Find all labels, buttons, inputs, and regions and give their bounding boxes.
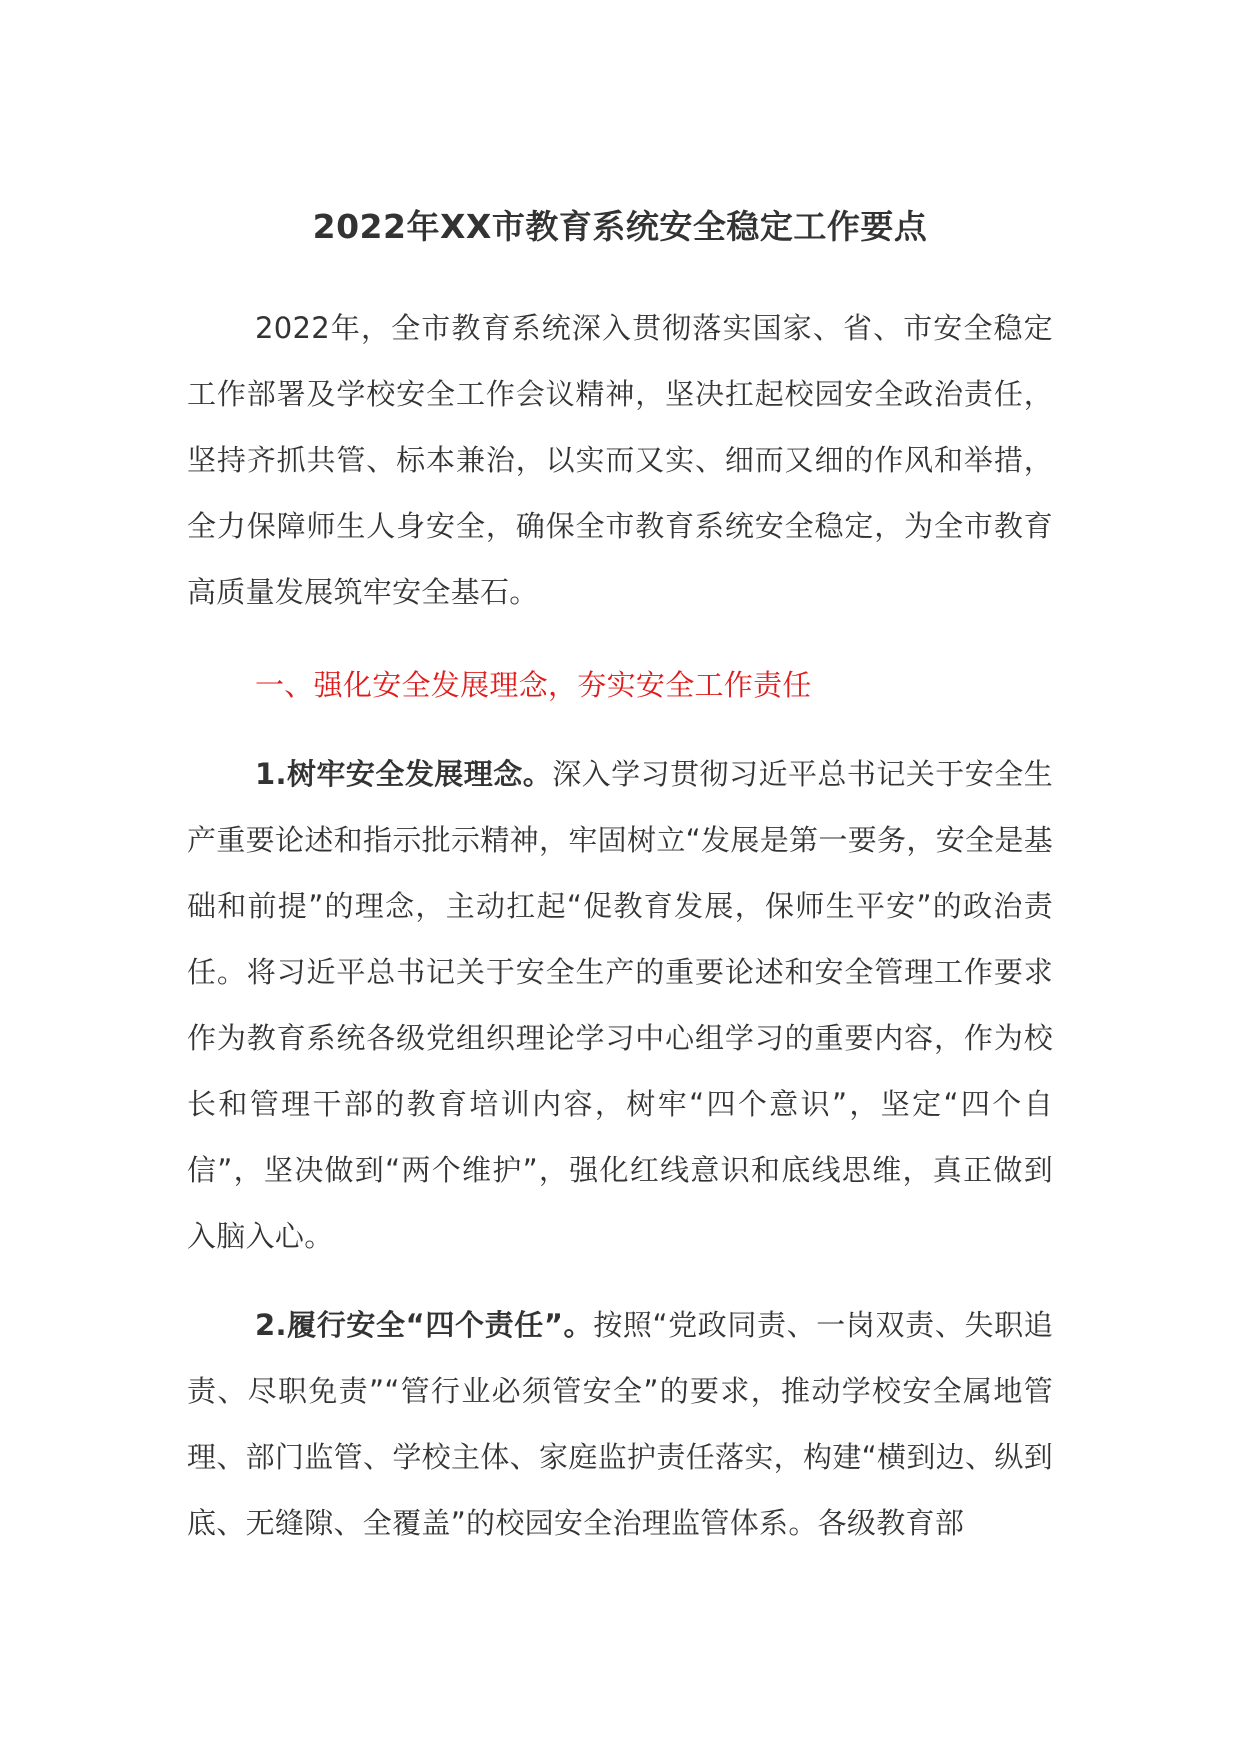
item-text-2: 按照“党政同责、一岗双责、失职追责、尽职免责”“管行业必须管安全”的要求，推动学校安全属地管理、部门监管、学校主体、家庭监护责任落实，构建“横到边、纵到底、无缝隙、全覆盖”的校园安全治理监管体系。各级教育部 bbox=[187, 1308, 1054, 1540]
section-heading: 一、强化安全发展理念，夯实安全工作责任 bbox=[255, 668, 812, 702]
item-lead-1: 1.树牢安全发展理念。 bbox=[255, 757, 553, 791]
item-paragraph-2 bbox=[187, 1292, 1053, 1556]
document-title: 2022年XX市教育系统安全稳定工作要点 bbox=[312, 207, 928, 246]
item-lead-2: 2.履行安全“四个责任”。 bbox=[255, 1308, 594, 1342]
intro-text: 2022年，全市教育系统深入贯彻落实国家、省、市安全稳定工作部署及学校安全工作会议精神，坚决扛起校园安全政治责任，坚持齐抓共管、标本兼治，以实而又实、细而又细的作风和举措，全力保障师生人身安全，确保全市教育系统安全稳定，为全市教育高质量发展筑牢安全基石。 bbox=[187, 311, 1053, 609]
intro-paragraph bbox=[187, 295, 1053, 625]
item-paragraph-1 bbox=[187, 741, 1053, 1269]
item-text-1: 深入学习贯彻习近平总书记关于安全生产重要论述和指示批示精神，牢固树立“发展是第一要务，安全是基础和前提”的理念，主动扛起“促教育发展，保师生平安”的政治责任。将习近平总书记关于安全生产的重要论述和安全管理工作要求作为教育系统各级党组织理论学习中心组学习的重要内容，作为校长和管理干部的教育培训内容，树牢“四个意识”，坚定“四个自信”，坚决做到“两个维护”，强化红线意识和底线思维，真正做到入脑入心。 bbox=[187, 757, 1053, 1253]
